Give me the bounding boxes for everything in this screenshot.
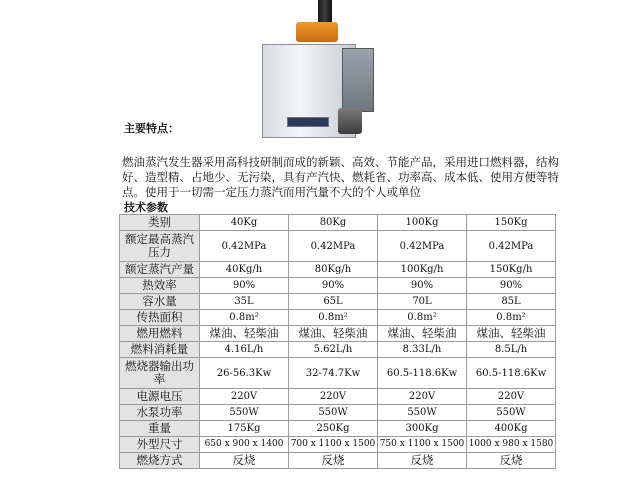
features-text: 燃油蒸汽发生器采用高科技研制而成的新颖、高效、节能产品，采用进口燃料器，结构好、造型精、占地少、无污染，具有产汽快、燃耗省、功率高、成本低、使用方便等特点。使用于一切需一定压力蒸汽而用汽量不大的个人或单位 [122, 155, 559, 199]
table-row [120, 231, 556, 262]
nameplate [287, 117, 329, 127]
table-cell: 90% [200, 278, 289, 294]
table-cell: 0.42MPa [378, 231, 467, 262]
table-cell: 煤油、轻柴油 [200, 326, 289, 342]
table-cell: 0.8m² [200, 310, 289, 326]
row-label: 类别 [120, 215, 200, 231]
product-photo [258, 0, 378, 142]
table-cell: 5.62L/h [289, 342, 378, 358]
table-cell: 700 x 1100 x 1500 [289, 437, 378, 453]
table-row [120, 278, 556, 294]
table-cell: 35L [200, 294, 289, 310]
table-cell: 550W [289, 405, 378, 421]
table-cell: 4.16L/h [200, 342, 289, 358]
table-cell: 85L [467, 294, 556, 310]
table-cell: 煤油、轻柴油 [378, 326, 467, 342]
table-cell: 煤油、轻柴油 [467, 326, 556, 342]
burner-unit [338, 108, 362, 134]
table-cell: 550W [200, 405, 289, 421]
specs-table [119, 214, 556, 469]
table-cell: 反烧 [200, 453, 289, 469]
table-cell: 90% [467, 278, 556, 294]
table-cell: 40Kg [200, 215, 289, 231]
table-cell: 550W [467, 405, 556, 421]
row-label: 传热面积 [120, 310, 200, 326]
table-cell: 220V [289, 389, 378, 405]
table-cell: 反烧 [378, 453, 467, 469]
table-cell: 26-56.3Kw [200, 358, 289, 389]
row-label: 热效率 [120, 278, 200, 294]
table-row [120, 389, 556, 405]
table-cell: 80Kg [289, 215, 378, 231]
table-row [120, 437, 556, 453]
table-cell: 65L [289, 294, 378, 310]
row-label: 重量 [120, 421, 200, 437]
table-cell: 650 x 900 x 1400 [200, 437, 289, 453]
table-row [120, 358, 556, 389]
row-label: 外型尺寸 [120, 437, 200, 453]
row-label: 燃烧器输出功率 [120, 358, 200, 389]
table-cell: 0.42MPa [467, 231, 556, 262]
control-box [342, 48, 374, 112]
table-cell: 150Kg [467, 215, 556, 231]
table-cell: 150Kg/h [467, 262, 556, 278]
features-heading: 主要特点： [124, 122, 179, 135]
table-cell: 80Kg/h [289, 262, 378, 278]
table-cell: 250Kg [289, 421, 378, 437]
table-row [120, 421, 556, 437]
table-cell: 32-74.7Kw [289, 358, 378, 389]
table-row [120, 453, 556, 469]
table-cell: 220V [467, 389, 556, 405]
row-label: 水泵功率 [120, 405, 200, 421]
table-cell: 220V [200, 389, 289, 405]
table-row [120, 342, 556, 358]
table-row [120, 326, 556, 342]
table-cell: 0.8m² [467, 310, 556, 326]
table-cell: 220V [378, 389, 467, 405]
table-row [120, 215, 556, 231]
table-cell: 70L [378, 294, 467, 310]
table-cell: 40Kg/h [200, 262, 289, 278]
table-row [120, 310, 556, 326]
row-label: 燃料消耗量 [120, 342, 200, 358]
table-cell: 60.5-118.6Kw [378, 358, 467, 389]
table-cell: 0.8m² [289, 310, 378, 326]
table-cell: 175Kg [200, 421, 289, 437]
table-cell: 8.33L/h [378, 342, 467, 358]
table-cell: 90% [289, 278, 378, 294]
table-cell: 1000 x 980 x 1580 [467, 437, 556, 453]
table-row [120, 405, 556, 421]
table-cell: 60.5-118.6Kw [467, 358, 556, 389]
row-label: 容水量 [120, 294, 200, 310]
row-label: 额定最高蒸汽压力 [120, 231, 200, 262]
row-label: 燃用燃料 [120, 326, 200, 342]
table-cell: 750 x 1100 x 1500 [378, 437, 467, 453]
table-cell: 反烧 [289, 453, 378, 469]
table-cell: 反烧 [467, 453, 556, 469]
table-cell: 100Kg [378, 215, 467, 231]
table-cell: 300Kg [378, 421, 467, 437]
row-label: 燃烧方式 [120, 453, 200, 469]
table-cell: 0.8m² [378, 310, 467, 326]
table-cell: 550W [378, 405, 467, 421]
row-label: 额定蒸汽产量 [120, 262, 200, 278]
table-cell: 煤油、轻柴油 [289, 326, 378, 342]
table-cell: 100Kg/h [378, 262, 467, 278]
table-row [120, 262, 556, 278]
specs-heading: 技术参数 [124, 201, 168, 214]
table-row [120, 294, 556, 310]
row-label: 电源电压 [120, 389, 200, 405]
burner-motor [296, 22, 338, 42]
table-cell: 0.42MPa [200, 231, 289, 262]
table-cell: 400Kg [467, 421, 556, 437]
table-cell: 0.42MPa [289, 231, 378, 262]
table-cell: 90% [378, 278, 467, 294]
table-cell: 8.5L/h [467, 342, 556, 358]
